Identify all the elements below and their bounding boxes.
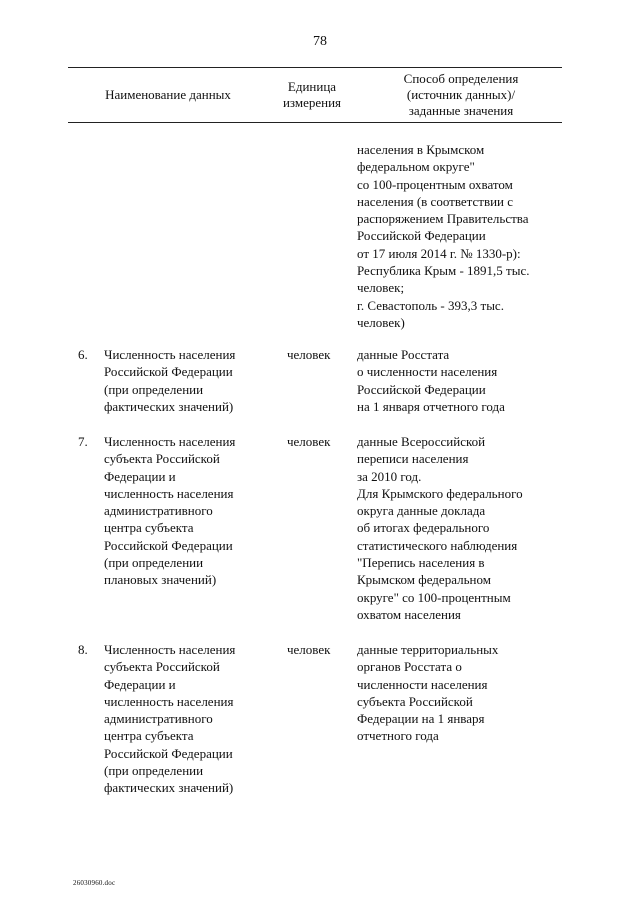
row-number: 6. bbox=[78, 347, 88, 362]
row-unit: человек bbox=[287, 434, 331, 449]
row-number: 8. bbox=[78, 642, 88, 657]
header-unit: Единица измерения bbox=[282, 79, 342, 110]
continuation-source: населения в Крымском федеральном округе" со 100-процентным охватом населения (в соответствии с распоряжением Правительства Российской Федерации от 17 июля 2014 г. № 1330-р): Республика Крым - 1891,5 тыс. человек; г. Севастополь - 393,3 тыс. человек) bbox=[357, 142, 530, 330]
document-filename: 26030960.doc bbox=[73, 879, 116, 887]
row-name: Численность населения Российской Федерации (при определении фактических значений) bbox=[104, 347, 236, 414]
row-number: 7. bbox=[78, 434, 88, 449]
row-source: данные Всероссийской переписи населения за 2010 год. Для Крымского федерального округа данные доклада об итогах федерального статистического наблюдения "Перепись населения в Крымском федеральном округе" со 100-процентным охватом населения bbox=[357, 434, 523, 622]
row-unit: человек bbox=[287, 347, 331, 362]
row-source: данные Росстата о численности населения Российской Федерации на 1 января отчетного года bbox=[357, 347, 505, 414]
header-name: Наименование данных bbox=[105, 87, 231, 102]
table-header bbox=[68, 67, 562, 123]
row-unit: человек bbox=[287, 642, 331, 657]
row-source: данные территориальных органов Росстата о численности населения субъекта Российской Федерации на 1 января отчетного года bbox=[357, 642, 499, 744]
row-name: Численность населения субъекта Российской Федерации и численность населения административного центра субъекта Российской Федерации (при определении плановых значений) bbox=[104, 434, 236, 588]
header-source: Способ определения (источник данных)/ заданные значения bbox=[403, 71, 519, 118]
row-name: Численность населения субъекта Российской Федерации и численность населения административного центра субъекта Российской Федерации (при определении фактических значений) bbox=[104, 642, 236, 796]
page-number: 78 bbox=[313, 34, 327, 49]
